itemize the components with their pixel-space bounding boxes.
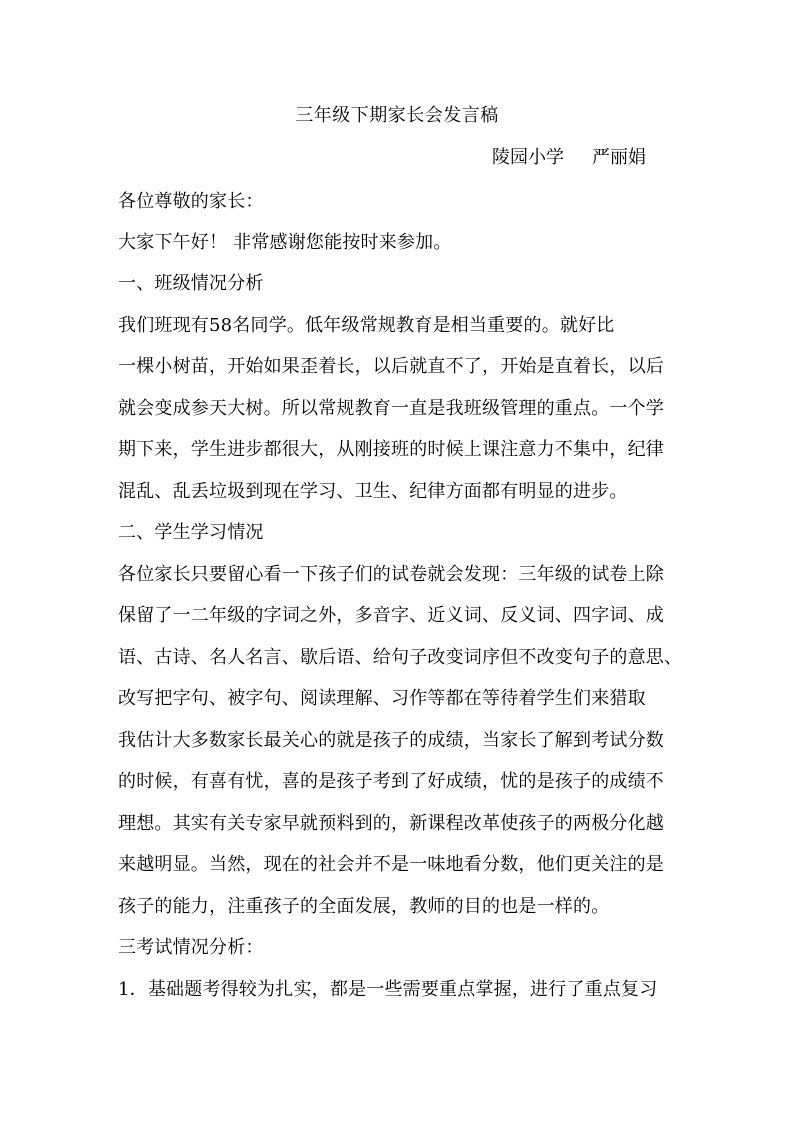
opening-line: 大家下午好！ 非常感谢您能按时来参加。 — [118, 232, 452, 253]
section-heading-class: 一、班级情况分析 — [118, 273, 264, 294]
paragraph-line: 1．基础题考得较为扎实，都是一些需要重点掌握，进行了重点复习 — [118, 979, 658, 1000]
author-line — [492, 146, 646, 170]
paragraph-line: 理想。其实有关专家早就预料到的，新课程改革使孩子的两极分化越 — [118, 813, 664, 834]
author-name: 严丽娟 — [592, 147, 646, 168]
paragraph-line: 混乱、乱丢垃圾到现在学习、卫生、纪律方面都有明显的进步。 — [118, 481, 628, 502]
paragraph-line: 改写把字句、被字句、阅读理解、习作等都在等待着学生们来猎取 — [118, 688, 646, 709]
paragraph-line: 来越明显。当然，现在的社会并不是一味地看分数，他们更关注的是 — [118, 854, 664, 875]
paragraph-line: 我们班现有58名同学。低年级常规教育是相当重要的。就好比 — [118, 315, 615, 336]
paragraph-line: 保留了一二年级的字词之外，多音字、近义词、反义词、四字词、成 — [118, 605, 664, 626]
paragraph-line: 一棵小树苗，开始如果歪着长，以后就直不了，开始是直着长，以后 — [118, 356, 664, 377]
section-heading-study: 二、学生学习情况 — [118, 522, 264, 543]
paragraph-line: 就会变成参天大树。所以常规教育一直是我班级管理的重点。一个学 — [118, 398, 664, 419]
section-heading-exam: 三考试情况分析： — [118, 937, 264, 958]
paragraph-line: 语、古诗、名人名言、歇后语、给句子改变词序但不改变句子的意思、 — [118, 647, 683, 668]
paragraph-line: 我估计大多数家长最关心的就是孩子的成绩，当家长了解到考试分数 — [118, 730, 664, 751]
paragraph-line: 的时候，有喜有忧，喜的是孩子考到了好成绩，忧的是孩子的成绩不 — [118, 771, 664, 792]
greeting-line: 各位尊敬的家长： — [118, 191, 264, 212]
school-name: 陵园小学 — [492, 147, 564, 168]
paragraph-line: 期下来，学生进步都很大，从刚接班的时候上课注意力不集中，纪律 — [118, 439, 664, 460]
paragraph-line: 各位家长只要留心看一下孩子们的试卷就会发现：三年级的试卷上除 — [118, 564, 664, 585]
paragraph-line: 孩子的能力，注重孩子的全面发展，教师的目的也是一样的。 — [118, 896, 610, 917]
document-title: 三年级下期家长会发言稿 — [295, 105, 499, 126]
